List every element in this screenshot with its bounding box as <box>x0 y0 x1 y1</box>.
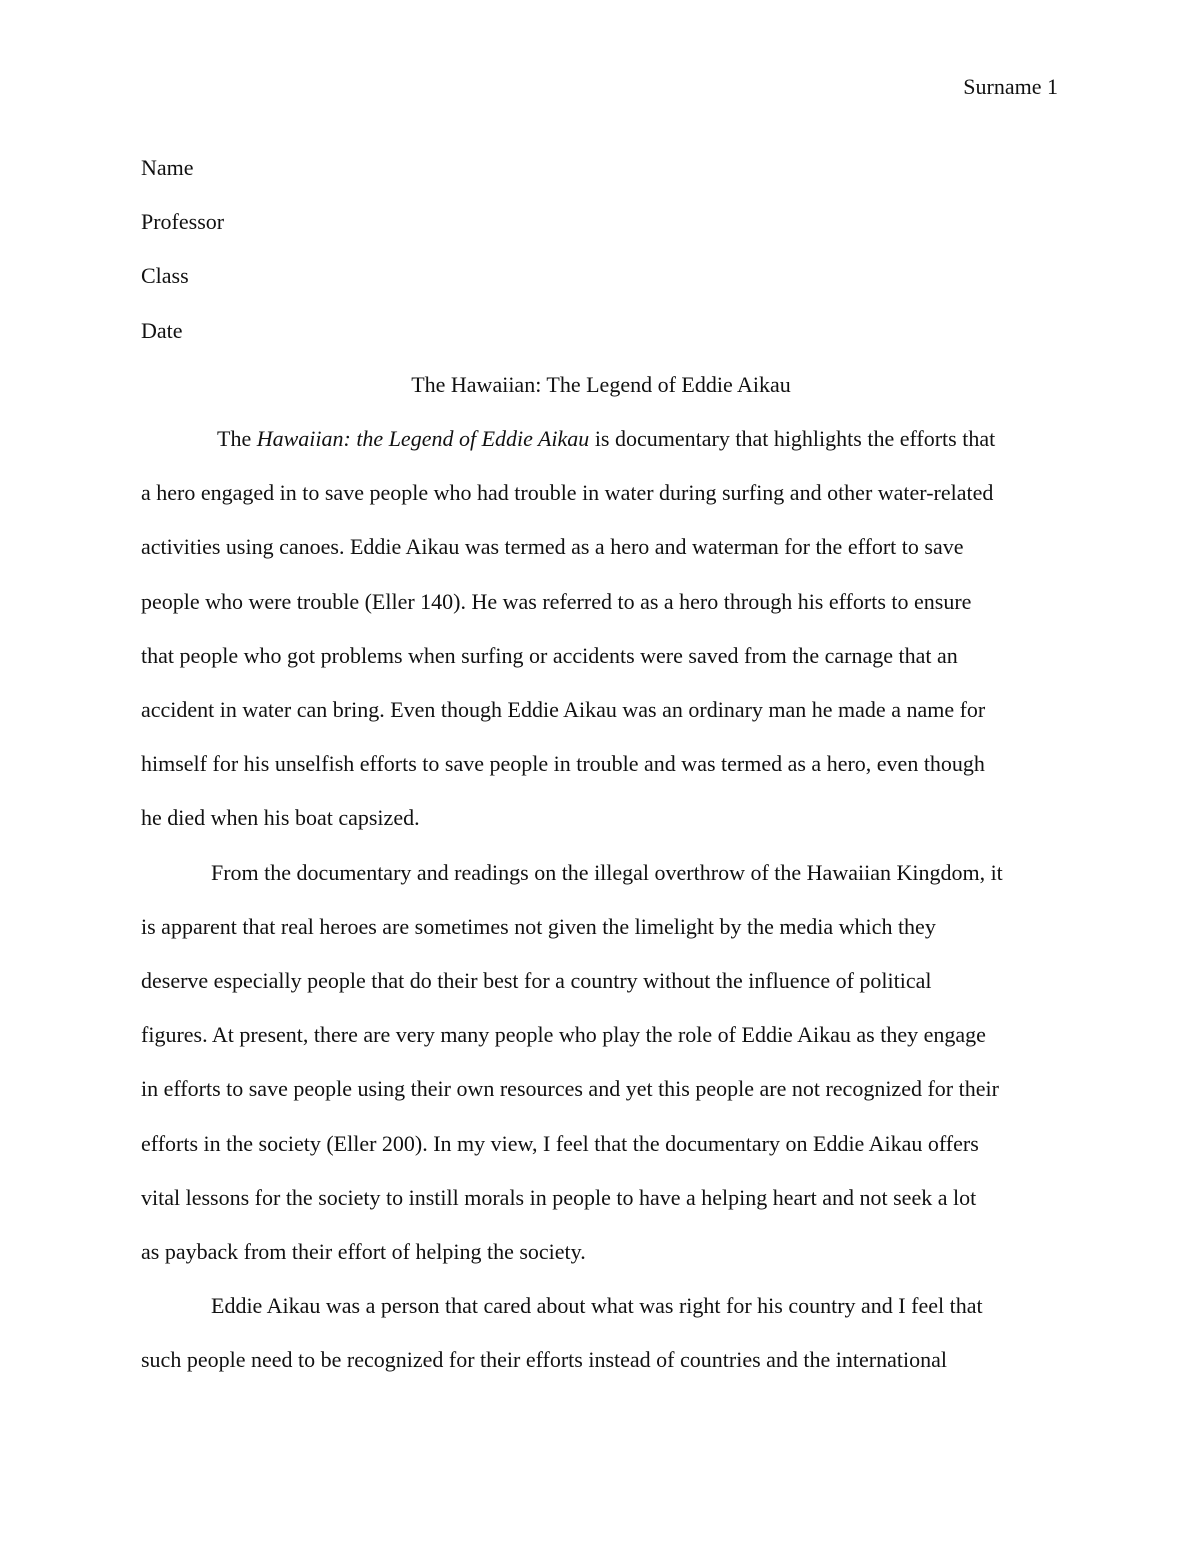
paragraph-line: that people who got problems when surfing or accidents were saved from the carnage that an <box>141 642 958 668</box>
document-title: The Hawaiian: The Legend of Eddie Aikau <box>411 371 791 397</box>
paragraph-line: people who were trouble (Eller 140). He was referred to as a hero through his efforts to ensure <box>141 588 972 614</box>
running-head: Surname 1 <box>963 74 1058 99</box>
paragraph-line: in efforts to save people using their own resources and yet this people are not recognized for their <box>141 1076 999 1102</box>
paragraph-line: deserve especially people that do their best for a country without the influence of political <box>141 968 932 994</box>
paragraph-lead: The <box>217 426 257 452</box>
paragraph-line-rest: is documentary that highlights the efforts that <box>589 426 996 452</box>
paragraph-line: efforts in the society (Eller 200). In my view, I feel that the documentary on Eddie Aikau offers <box>141 1130 979 1156</box>
paragraph-line: From the documentary and readings on the illegal overthrow of the Hawaiian Kingdom, it <box>211 859 1003 885</box>
class-name: Class <box>141 263 189 289</box>
paragraph-1 <box>141 412 1061 846</box>
date-line: Date <box>141 317 183 343</box>
paragraph-line: such people need to be recognized for their efforts instead of countries and the international <box>141 1347 947 1373</box>
italic-film-title: Hawaiian: the Legend of Eddie Aikau <box>256 426 590 452</box>
paragraph-2 <box>141 846 1061 1280</box>
paragraph-3 <box>141 1279 1061 1387</box>
professor-name: Professor <box>141 209 225 235</box>
paragraph-line: Eddie Aikau was a person that cared about what was right for his country and I feel that <box>211 1293 983 1319</box>
paragraph-line: vital lessons for the society to instill morals in people to have a helping heart and not seek a lot <box>141 1184 977 1210</box>
paragraph-line: figures. At present, there are very many people who play the role of Eddie Aikau as they engage <box>141 1022 986 1048</box>
paragraph-line: he died when his boat capsized. <box>141 805 420 831</box>
paragraph-line: a hero engaged in to save people who had trouble in water during surfing and other water-related <box>141 480 994 506</box>
document-body <box>141 141 1061 1388</box>
paragraph-line: himself for his unselfish efforts to save people in trouble and was termed as a hero, even though <box>141 751 985 777</box>
paragraph-line: is apparent that real heroes are sometimes not given the limelight by the media which they <box>141 913 936 939</box>
paragraph-line: accident in water can bring. Even though Eddie Aikau was an ordinary man he made a name for <box>141 697 986 723</box>
student-name: Name <box>141 155 194 180</box>
paragraph-line: activities using canoes. Eddie Aikau was termed as a hero and waterman for the effort to save <box>141 534 964 560</box>
paragraph-line <box>141 412 1061 466</box>
paragraph-line: as payback from their effort of helping the society. <box>141 1239 586 1265</box>
